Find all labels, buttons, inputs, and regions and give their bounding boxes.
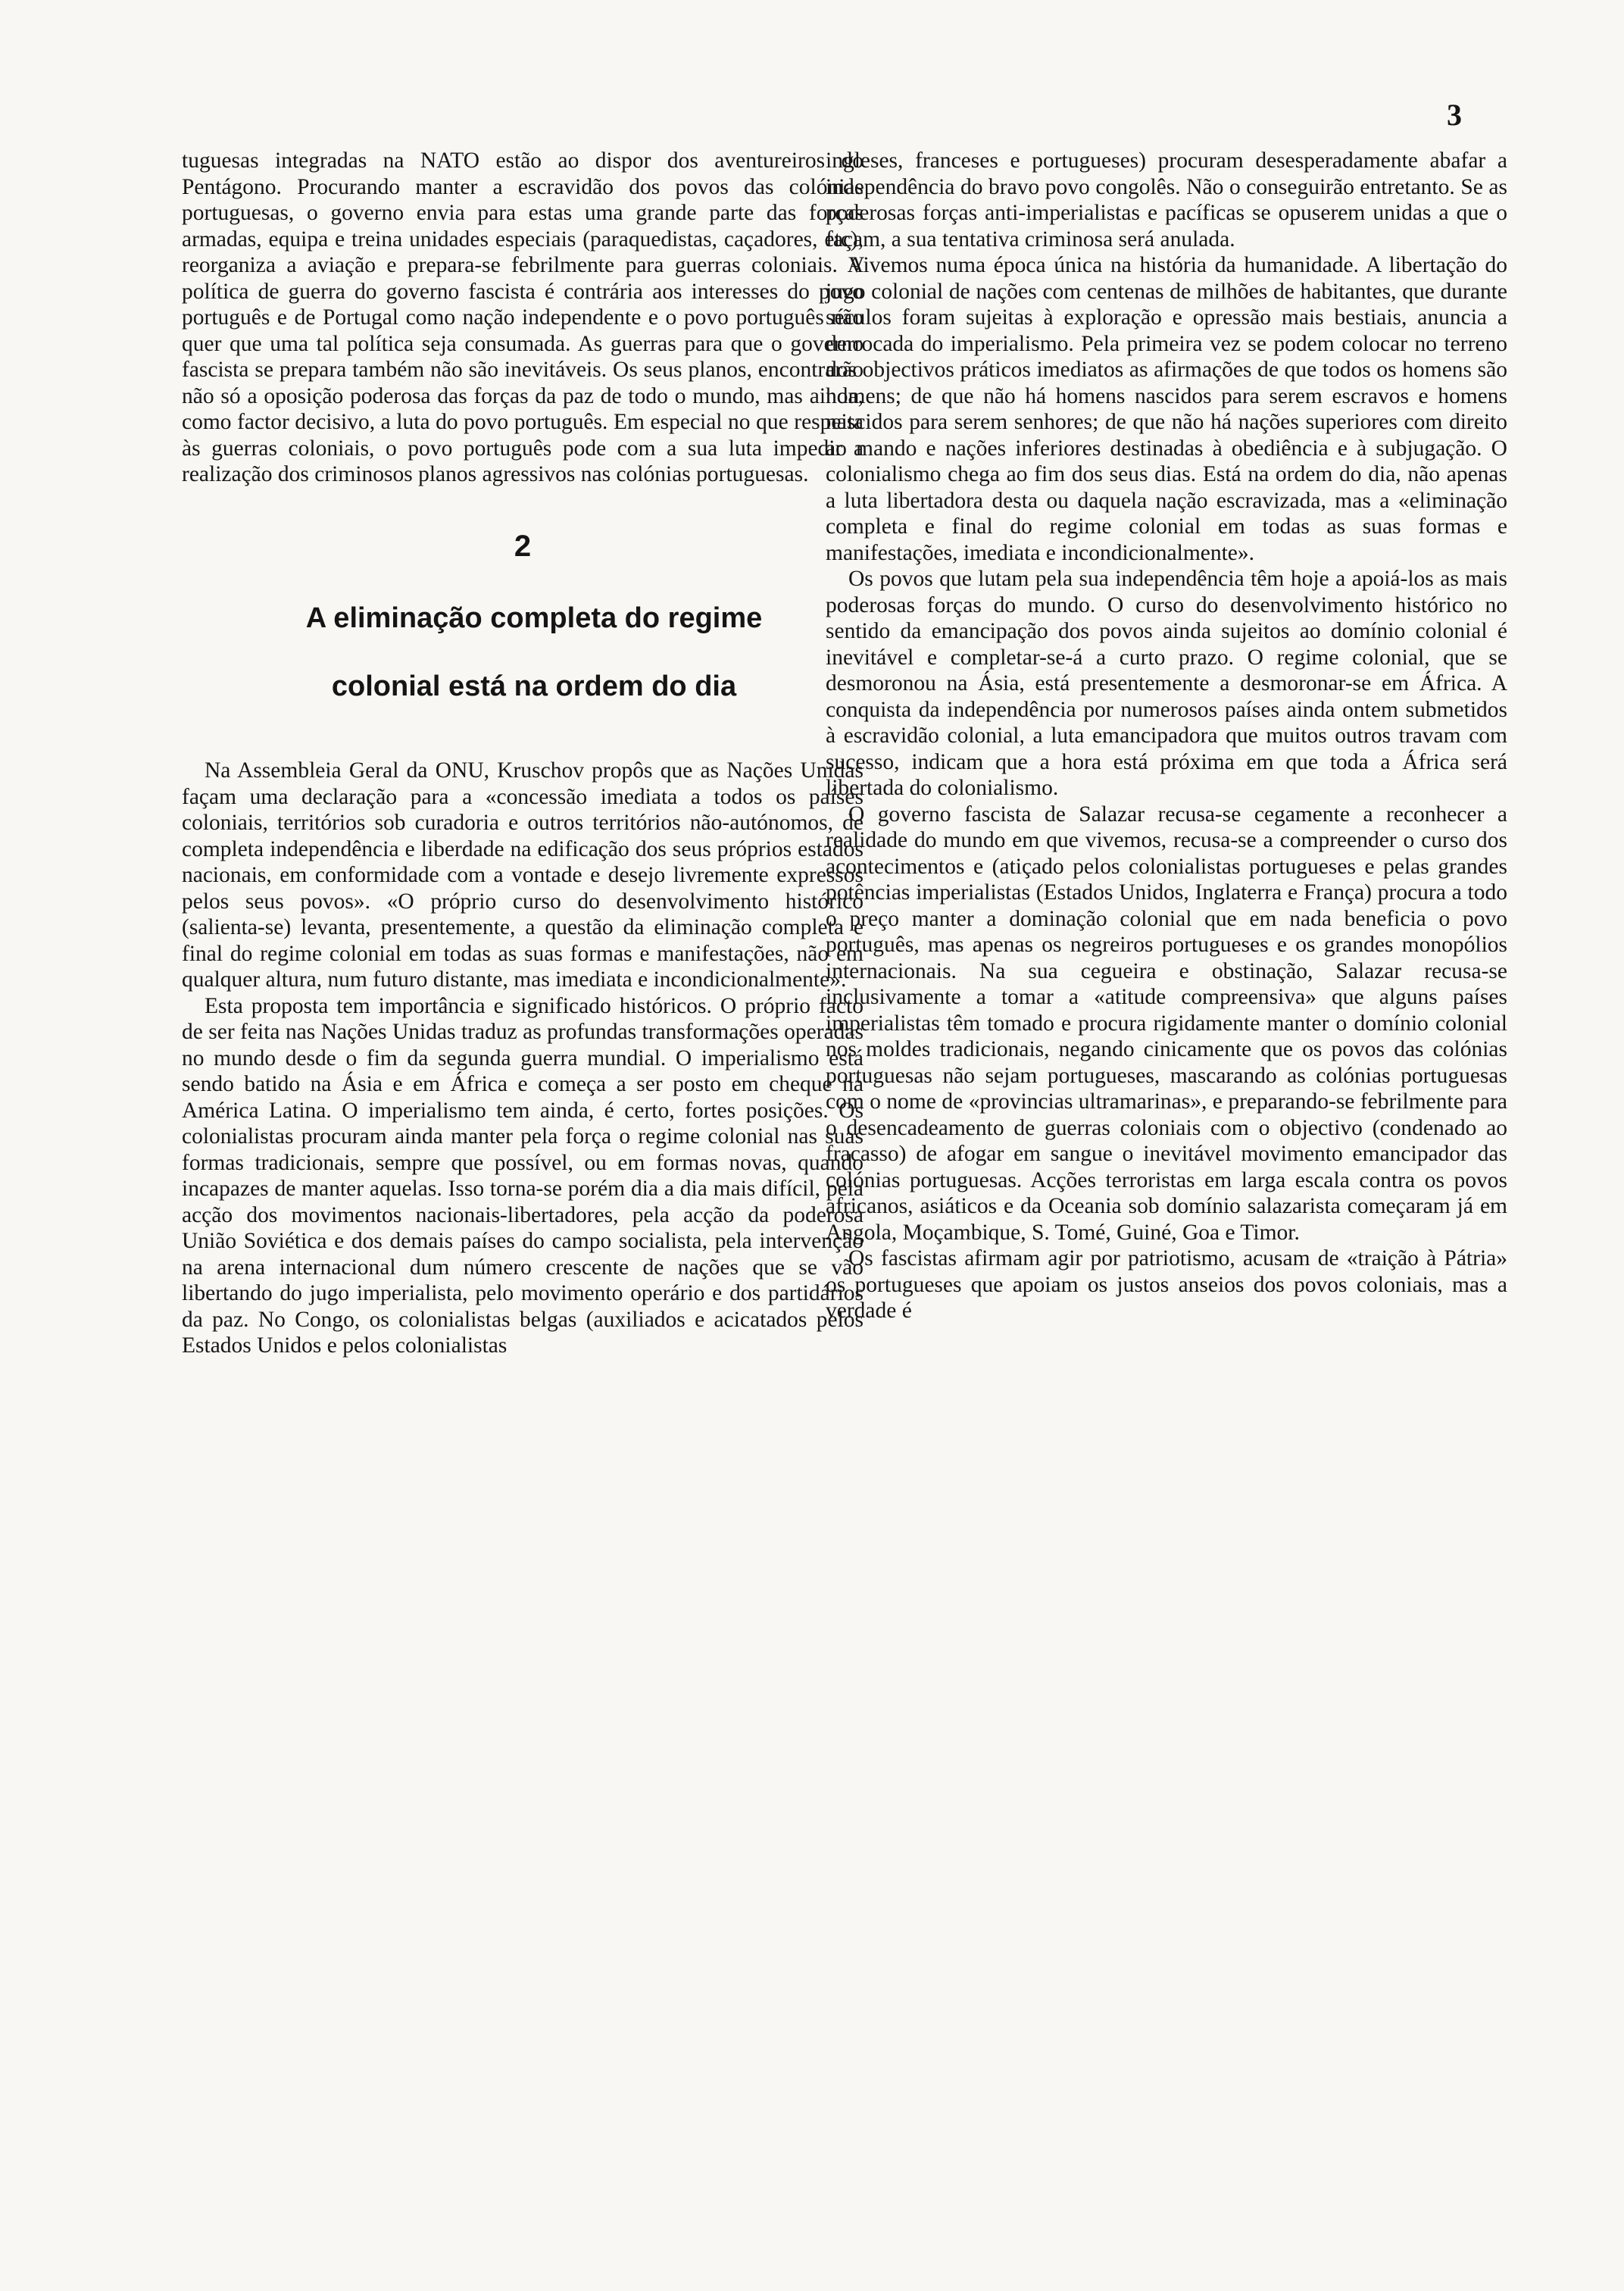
right-paragraph-5: Os fascistas afirmam agir por patriotismo, acusam de «traição à Pátria» os portugueses que apoiam os justos anseios dos povos coloniais, mas a verdade é (826, 1246, 1507, 1323)
right-paragraph-1: ingleses, franceses e portugueses) procuram desesperadamente abafar a independência do bravo povo congolês. Não o conseguirão entretanto. Se as poderosas forças anti-imperialistas e pacíficas se opuserem unidas a que o façam, a sua tentativa criminosa será anulada. (826, 148, 1507, 252)
section-title-line1: A eliminação completa do regime (305, 602, 763, 634)
right-paragraph-3: Os povos que lutam pela sua independência têm hoje a apoiá-los as mais poderosas forças do mundo. O curso do desenvolvimento histórico no sentido da emancipação dos povos ainda sujeitos ao domínio colonial é inevitável e completar-se-á a curto prazo. O regime colonial, que se desmoronou na Ásia, está presentemente a desmoronar-se em África. A conquista da independência por numerosos países ainda ontem submetidos à escravidão colonial, a luta emancipadora que muitos outros travam com sucesso, indicam que a hora está próxima em que toda a África será libertada do colonialismo. (826, 567, 1507, 800)
section-number: 2 (514, 529, 532, 563)
right-paragraph-2: Vivemos numa época única na história da humanidade. A libertação do jugo colonial de nações com centenas de milhões de habitantes, que durante séculos foram sujeitas à exploração e opressão mais bestiais, anuncia a derrocada do imperialismo. Pela primeira vez se podem colocar no terreno dos objectivos práticos imediatos as afirmações de que todos os homens são homens; de que não há homens nascidos para serem escravos e homens nascidos para serem senhores; de que não há nações superiores com direito ao mando e nações inferiores destinadas à obediência e à subjugação. O colonialismo chega ao fim dos seus dias. Está na ordem do dia, não apenas a luta libertadora desta ou daquela nação escravizada, mas a «eliminação completa e final do regime colonial em todas as suas formas e manifestações, imediata e incondicionalmente». (826, 253, 1507, 565)
section-title-line2: colonial está na ordem do dia (331, 670, 737, 702)
right-column (826, 148, 1507, 1324)
right-paragraph-4: O governo fascista de Salazar recusa-se cegamente a reconhecer a realidade do mundo em que vivemos, recusa-se a compreender o curso dos acontecimentos e (atiçado pelos colonialistas portugueses e pelas grandes potências imperialistas (Estados Unidos, Inglaterra e França) procura a todo o preço manter a dominação colonial que em nada beneficia o povo português, mas apenas os negreiros portugueses e os grandes monopólios internacionais. Na sua cegueira e obstinação, Salazar recusa-se inclusivamente a tomar a «atitude compreensiva» que alguns países imperialistas têm tomado e procura rigidamente manter o domínio colonial nos moldes tradicionais, negando cinicamente que os povos das colónias portuguesas não sejam portugueses, mascarando as colónias portuguesas com o nome de «provincias ultramarinas», e preparando-se febrilmente para o desencadeamento de guerras coloniais com o objectivo (condenado ao fracasso) de afogar em sangue o inevitável movimento emancipador das colónias portuguesas. Acções terroristas em larga escala contra os povos africanos, asiáticos e da Oceania sob domínio salazarista começaram já em Angola, Moçambique, S. Tomé, Guiné, Goa e Timor. (826, 802, 1507, 1245)
left-paragraph-3: Esta proposta tem importância e significado históricos. O próprio facto de ser feita nas Nações Unidas traduz as profundas transformações operadas no mundo desde o fim da segunda guerra mundial. O imperialismo está sendo batido na Ásia e em África e começa a ser posto em cheque na América Latina. O imperialismo tem ainda, é certo, fortes posições. Os colonialistas procuram ainda manter pela força o regime colonial nas suas formas tradicionais, sempre que possível, ou em formas novas, quando incapazes de manter aquelas. Isso torna-se porém dia a dia mais difícil, pela acção dos movimentos nacionais-libertadores, pela acção da poderosa União Soviética e dos demais países do campo socialista, pela intervenção na arena internacional dum número crescente de nações que se vão libertando do jugo imperialista, pelo movimento operário e dos partidários da paz. No Congo, os colonialistas belgas (auxiliados e acicatados pelos Estados Unidos e pelos colonialistas (182, 993, 864, 1358)
left-paragraph-2: Na Assembleia Geral da ONU, Kruschov propôs que as Nações Unidas façam uma declaração para a «concessão imediata a todos os países coloniais, territórios sob curadoria e outros territórios não-autónomos, de completa independência e liberdade na edificação dos seus próprios estados nacionais, em conformidade com a vontade e desejo livremente expressos pelos seus povos». «O próprio curso do desenvolvimento histórico (salienta-se) levanta, presentemente, a questão da eliminação completa e final do regime colonial em todas as suas formas e manifestações, não em qualquer altura, num futuro distante, mas imediata e incondicionalmente». (182, 758, 864, 992)
page-number: 3 (1447, 98, 1462, 132)
left-paragraph-1: tuguesas integradas na NATO estão ao dispor dos aventureiros do Pentágono. Procurando manter a escravidão dos povos das colónias portuguesas, o governo envia para estas uma grande parte das forças armadas, equipa e treina unidades especiais (paraquedistas, caçadores, etc), reorganiza a aviação e prepara-se febrilmente para guerras coloniais. A política de guerra do governo fascista é contrária aos interesses do povo português e de Portugal como nação independente e o povo português não quer que uma tal política seja consumada. As guerras para que o governo fascista se prepara também não são inevitáveis. Os seus planos, encontrarão não só a oposição poderosa das forças da paz de todo o mundo, mas ainda, como factor decisivo, a luta do povo português. Em especial no que respeita às guerras coloniais, o povo português pode com a sua luta impedir a realização dos criminosos planos agressivos nas colónias portuguesas. (182, 148, 864, 486)
left-column (182, 148, 864, 1359)
